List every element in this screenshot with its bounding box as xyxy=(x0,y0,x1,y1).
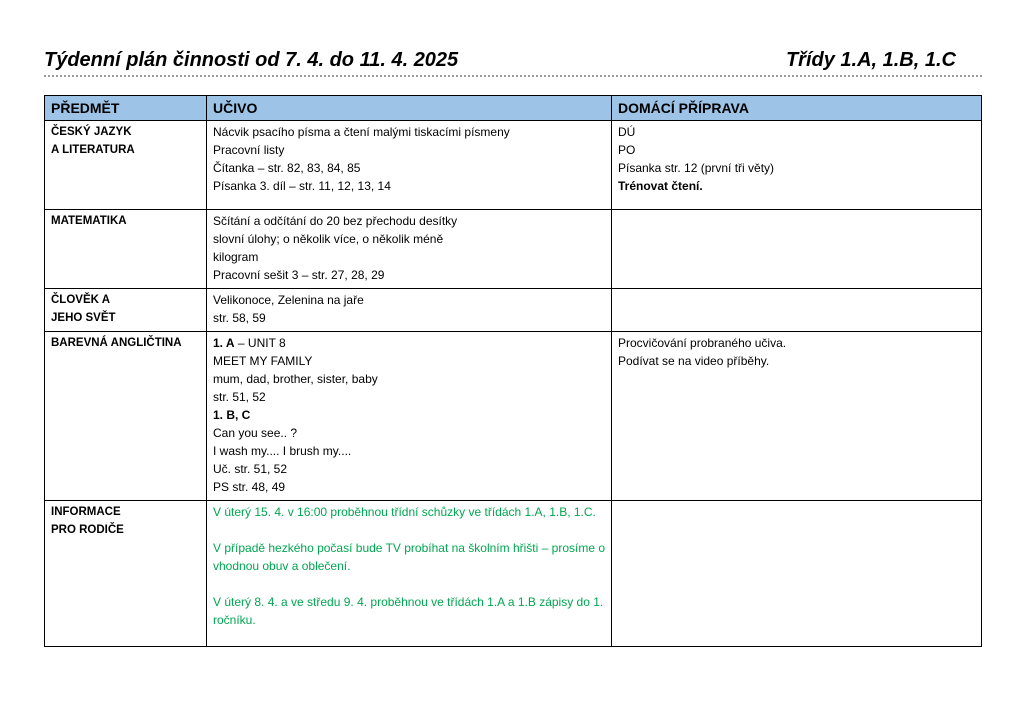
paragraph-gap xyxy=(213,575,605,593)
homework-line: DÚ xyxy=(618,125,636,139)
subject-cell xyxy=(45,289,207,332)
ucivo-line: Nácvik psacího písma a čtení malými tiskacími písmeny xyxy=(213,125,510,139)
table-row xyxy=(45,501,982,647)
ucivo-line: mum, dad, brother, sister, baby xyxy=(213,372,378,386)
homework-line: Písanka str. 12 (první tři věty) xyxy=(618,161,775,175)
ucivo-cell xyxy=(207,289,612,332)
subject-cell xyxy=(45,121,207,210)
table-row xyxy=(45,210,982,289)
homework-line: PO xyxy=(618,143,636,157)
ucivo-cell xyxy=(207,210,612,289)
ucivo-line: PS str. 48, 49 xyxy=(213,480,286,494)
homework-cell xyxy=(612,289,982,332)
table-row xyxy=(45,332,982,501)
page-title: Týdenní plán činnosti od 7. 4. do 11. 4. 2025 xyxy=(44,49,459,71)
subject-line: MATEMATIKA xyxy=(51,215,127,227)
table-row xyxy=(45,121,982,210)
subject-line: BAREVNÁ ANGLIČTINA xyxy=(51,337,182,349)
info-paragraph: V případě hezkého počasí bude TV probíhat na školním hřišti – prosíme o vhodnou obuv a oblečení. xyxy=(213,541,606,573)
ucivo-line: slovní úlohy; o několik více, o několik méně xyxy=(213,232,444,246)
subject-line: ČLOVĚK A xyxy=(51,294,110,306)
ucivo-line: Can you see.. ? xyxy=(213,426,298,440)
ucivo-line: kilogram xyxy=(213,250,259,264)
table-row xyxy=(45,289,982,332)
ucivo-line: Velikonoce, Zelenina na jaře xyxy=(213,293,364,307)
ucivo-line: Pracovní sešit 3 – str. 27, 28, 29 xyxy=(213,268,385,282)
ucivo-line: I wash my.... I brush my.... xyxy=(213,444,352,458)
ucivo-line: str. 51, 52 xyxy=(213,390,266,404)
ucivo-line xyxy=(213,334,605,352)
subject-cell xyxy=(45,501,207,647)
class-label: 1. A xyxy=(213,336,235,350)
homework-cell xyxy=(612,121,982,210)
paragraph-gap xyxy=(213,521,605,539)
subject-line: A LITERATURA xyxy=(51,144,135,156)
ucivo-line: Pracovní listy xyxy=(213,143,285,157)
subject-line: INFORMACE xyxy=(51,506,121,518)
column-header-homework: DOMÁCÍ PŘÍPRAVA xyxy=(612,96,982,121)
homework-line: Procvičování probraného učiva. xyxy=(618,336,787,350)
classes-label: Třídy 1.A, 1.B, 1.C xyxy=(785,49,956,71)
ucivo-line: MEET MY FAMILY xyxy=(213,354,313,368)
ucivo-cell xyxy=(207,121,612,210)
homework-cell xyxy=(612,501,982,647)
unit-label: – UNIT 8 xyxy=(234,336,286,350)
ucivo-line: 1. B, C xyxy=(213,408,251,422)
subject-line: ČESKÝ JAZYK xyxy=(51,126,132,138)
homework-line: Trénovat čtení. xyxy=(618,179,703,193)
ucivo-cell xyxy=(207,332,612,501)
info-paragraph: V úterý 8. 4. a ve středu 9. 4. proběhnou ve třídách 1.A a 1.B zápisy do 1. ročníku. xyxy=(213,595,604,627)
ucivo-line: Sčítání a odčítání do 20 bez přechodu desítky xyxy=(213,214,458,228)
page-header xyxy=(44,46,956,74)
info-cell xyxy=(207,501,612,647)
subject-cell xyxy=(45,210,207,289)
homework-cell xyxy=(612,332,982,501)
column-header-subject: PŘEDMĚT xyxy=(45,96,207,121)
ucivo-line: Uč. str. 51, 52 xyxy=(213,462,288,476)
ucivo-line: str. 58, 59 xyxy=(213,311,266,325)
subject-line: JEHO SVĚT xyxy=(51,312,116,324)
homework-line: Podívat se na video příběhy. xyxy=(618,354,770,368)
dotted-divider xyxy=(44,75,982,77)
ucivo-line: Čítanka – str. 82, 83, 84, 85 xyxy=(213,161,361,175)
homework-cell xyxy=(612,210,982,289)
ucivo-line: Písanka 3. díl – str. 11, 12, 13, 14 xyxy=(213,179,391,193)
subject-line: PRO RODIČE xyxy=(51,524,124,536)
column-header-ucivo: UČIVO xyxy=(207,96,612,121)
table-header-row xyxy=(45,96,982,121)
weekly-plan-table xyxy=(44,95,982,647)
info-paragraph: V úterý 15. 4. v 16:00 proběhnou třídní schůzky ve třídách 1.A, 1.B, 1.C. xyxy=(213,505,596,519)
subject-cell xyxy=(45,332,207,501)
